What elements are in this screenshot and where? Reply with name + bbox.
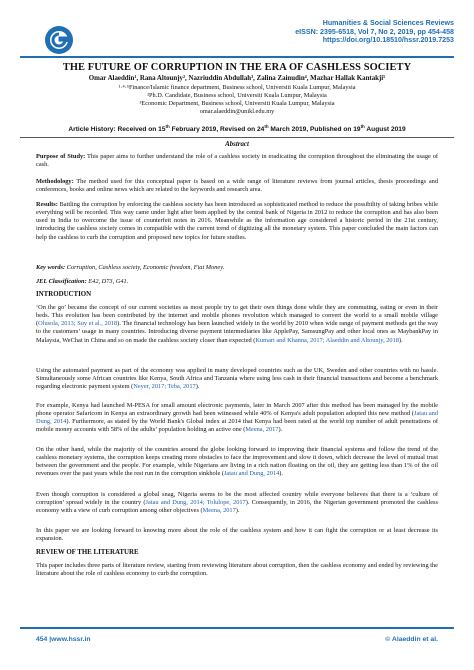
- literature-review-heading: REVIEW OF THE LITERATURE: [36, 549, 139, 556]
- article-history: Article History: Received on 15th February 2019, Revised on 24th March 2019, Published on 19th August 2019: [68, 124, 406, 134]
- journal-name: Humanities & Social Sciences Reviews: [322, 19, 454, 27]
- abstract-heading: Abstract: [225, 141, 249, 148]
- footer-page-site[interactable]: 454 |www.hssr.in: [36, 636, 91, 643]
- citation-link[interactable]: Jatau and Dung, 2014; Tolulope, 2017: [145, 499, 246, 507]
- review-paragraph-1: This paper includes three parts of literature review, starting from reviewing literature about corruption, then the cashless economy and ended by reviewing the literature about the role of cashless economy to curb the corruption.: [36, 562, 438, 578]
- footer-copyright: © Alaeddin et al.: [385, 636, 438, 643]
- author-list: Omar Alaeddin¹, Rana Altounjy², Nazriuddin Abdullah³, Zalina Zainudin⁴, Mazhar Hallak Kantakji⁵: [88, 75, 386, 82]
- jel-classification: JEL Classification: E42, D73, G41.: [36, 278, 129, 285]
- journal-header: [295, 19, 454, 45]
- introduction-heading: INTRODUCTION: [36, 291, 92, 298]
- intro-paragraph-4: On the other hand, while the majority of the countries around the globe looking forward to improving their financial systems and follow the trend of the cashless monetary systems, the corruption keeps creating more obstacles to face the improvement and slow it down, which decrease the level of mutual trust between the government and the people. For example, while Nigerians are living in a rich nation floating on the oil, they are getting less than 1% of the oil revenues over the past years while the rest run in the corruption sinkhole (Jatau and Dung, 2014).: [36, 446, 438, 478]
- doi-link[interactable]: https://doi.org/10.18510/hssr.2019.7253: [322, 36, 454, 45]
- footer-rule: [20, 627, 454, 629]
- intro-paragraph-6: In this paper we are looking forward to knowing more about the role of the cashless system and how it can fight the corruption or at least decrease its expansion.: [36, 527, 438, 543]
- affiliation-2: ²Ph.D. Candidate, Business school, Universiti Kuala Lumpur, Malaysia: [147, 92, 327, 100]
- header-rule: [20, 56, 454, 58]
- issn-line: eISSN: 2395-6518, Vol 7, No 2, 2019, pp 454-458: [295, 27, 454, 36]
- citation-link[interactable]: Meena, 2017: [202, 507, 236, 515]
- intro-paragraph-3: For example, Kenya had launched M-PESA for small amount electronic payments, later in March 2007 after this method has been managed by the mobile phone operator Safaricom in Kenya an extraordinary growth had been witnessed while 40% of Kenya's adult population adopted this new method (Jatau and Dung, 2014). Furthermore, as stated by the World Bank's Global index at 2014 that Kenya had been rated at the world top number of adult penetrations of mobile money accounts with 58% of the adults’ population holding an active one (Meena, 2017).: [36, 402, 438, 434]
- citation-link[interactable]: Meena, 2017: [245, 426, 279, 434]
- intro-paragraph-2: Using the automated payment as part of the economy was applied in many developed countries such as the UK, Sweden and other countries with no hassle. Simultaneously some African countries like Kenya, South Africa and Tanzania where using less cash in their financial transactions and become a benchmark regarding electronic payment system (Neyer, 2017; Teba, 2017).: [36, 367, 438, 391]
- affiliations: [20, 84, 454, 116]
- citation-link[interactable]: Kumari and Khanna, 2017; Alaeddin and Altounjy, 2018: [255, 336, 399, 344]
- keywords: Key words: Corruption, Cashless society, Economic freedom, Fiat Money.: [36, 264, 225, 271]
- intro-paragraph-5: Even though corruption is considered a global snag, Nigeria seems to be the most affected country while everyone believes that there is a ‘culture of corruption’ spread widely in the country (Jatau and Dung, 2014; Tolulope, 2017). Consequently, in 2016, the Nigerian government promoted the cashless economy with a view of curb corruption among other objectives (Meena, 2017).: [36, 491, 438, 515]
- intro-paragraph-1: ‘On the go’ became the concept of our current societies as most people try to get their own things done while they are commuting, eating or even in their beds. This evolution has been contributed by the internet and mobile phones revolution which managed to convert the world to a small mobile village (Olusola, 2013; Suy et al., 2018). The financial technology has been launched widely in the world by 2010 when wide range of payment methods get the way to the customers’ usage in many countries. Introducing diverse payment intermediaries like ApplePay, SamsungPay and other local ones as MaybankPay in Malaysia, WeChat in China and so on made the cashless society closer than expected (Kumari and Khanna, 2017; Alaeddin and Altounjy, 2018).: [36, 304, 438, 344]
- history-rule: [20, 137, 454, 138]
- contact-email[interactable]: omar.alaeddin@unikl.edu.my: [199, 108, 275, 116]
- abstract-methodology: Methodology: The method used for this conceptual paper is based on a wide range of literature reviews from journal articles, thesis proceedings and conferences, books and online news which are related to the keywords and research area.: [36, 178, 438, 194]
- journal-logo-icon: [44, 25, 74, 55]
- abstract-results: Results: Battling the corruption by enforcing the cashless society has been introduced as sophisticated method to reduce the possibility of taking bribes while everything will be recorded. This way came under light after been applied by the central bank of Nigeria in 2012 to reduce the corruption and has also been used in India to overcome the issue of counterfeit notes in 2016. Meanwhile as the information age considered a historic period in the 21st century, introducing the cashless society comes in compatible with the current trend of digitizing all the monetary system. This paper concluded the main factors can help the cashless to curb the corruption and proposed new topics for future studies.: [36, 201, 438, 241]
- paper-title: THE FUTURE OF CORRUPTION IN THE ERA OF CASHLESS SOCIETY: [62, 62, 412, 73]
- citation-link[interactable]: Olusola, 2013; Suy et al., 2018: [38, 320, 118, 328]
- affiliation-3: ³Economic Department, Business school, Universiti Kuala Lumpur, Malaysia: [139, 100, 335, 108]
- abstract-purpose: Purpose of Study: This paper aims to further understand the role of a cashless society in eradicating the corruption throughout the eliminating the usage of cash.: [36, 153, 438, 169]
- citation-link[interactable]: Jatau and Dung, 2014: [36, 410, 438, 426]
- affiliation-1: ¹·⁴·⁵Finance/Islamic finance department, Business school, Universiti Kuala Lumpur, Malaysia: [118, 84, 356, 91]
- citation-link[interactable]: Jatau and Dung, 2014: [223, 470, 280, 478]
- citation-link[interactable]: Neyer, 2017; Teba, 2017: [133, 383, 196, 391]
